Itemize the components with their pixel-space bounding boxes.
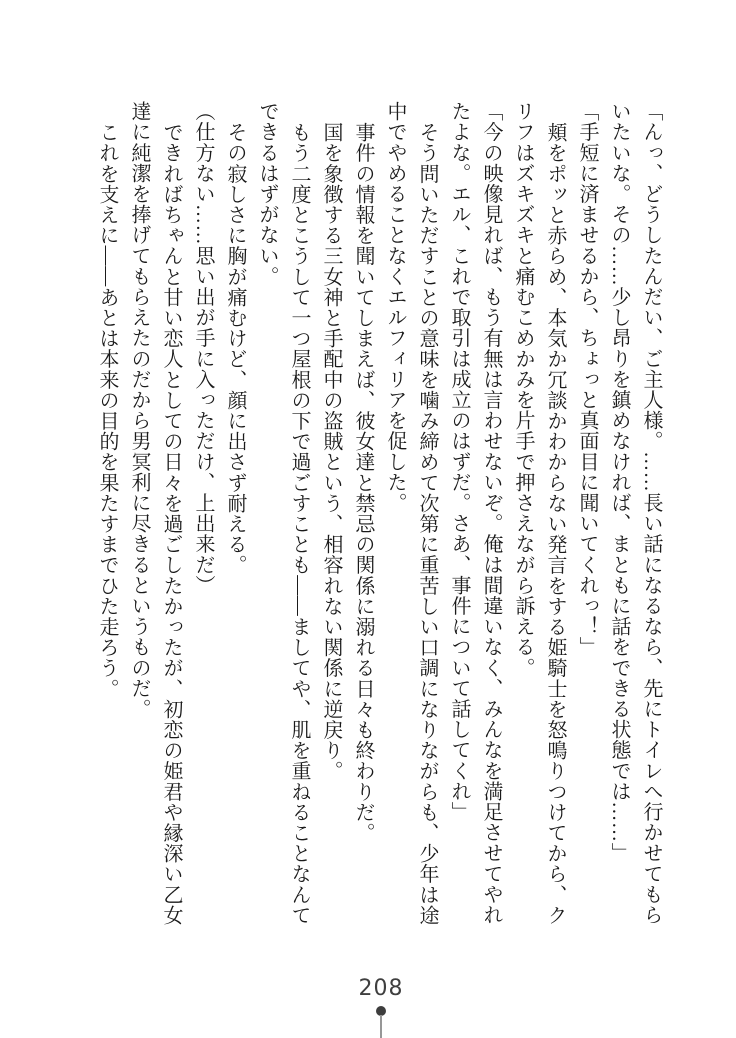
text-line: 国を象徴する三女神と手配中の盗賊という、相容れない関係に逆戻り。 [320, 121, 342, 781]
footer-line [380, 1015, 382, 1038]
text-line: リフはズキズキと痛むこめかみを片手で押さえながら訴える。 [512, 101, 534, 678]
text-block [91, 101, 667, 927]
text-line: その寂しさに胸が痛むけど、顔に出さず耐える。 [224, 121, 246, 575]
text-line: これを支えに――あとは本来の目的を果たすまでひた走ろう。 [96, 121, 118, 699]
text-line: いたいな。その……少し昂りを鎮めなければ、まともに話をできる状態では……」 [608, 101, 630, 864]
text-line: 「んっ、どうしたんだい、ご主人様。……長い話になるなら、先にトイレへ行かせてもら [640, 101, 662, 925]
text-line: 達に純潔を捧げてもらえたのだから男冥利に尽きるというものだ。 [128, 101, 150, 719]
text-line: 「今の映像見れば、もう有無は言わせないぞ。俺は間違いなく、みんなを満足させてやれ [480, 101, 502, 925]
text-line: できればちゃんと甘い恋人としての日々を過ごしたかったが、初恋の姫君や縁深い乙女 [160, 121, 182, 925]
page-number: 208 [358, 976, 404, 1001]
text-line: 事件の情報を聞いてしまえば、彼女達と禁忌の関係に溺れる日々も終わりだ。 [352, 121, 374, 843]
text-line: できるはずがない。 [256, 101, 278, 287]
text-line: もう二度とこうして一つ屋根の下で過ごすことも――ましてや、肌を重ねることなんて [288, 121, 310, 925]
text-line: （仕方ない……思い出が手に入っただけ、上出来だ） [192, 101, 214, 596]
text-line: たよな。エル、これで取引は成立のはずだ。さあ、事件について話してくれ」 [448, 101, 470, 822]
text-line: そう問いただすことの意味を噛み締めて次第に重苦しい口調になりながらも、少年は途 [416, 121, 438, 925]
text-line: 「手短に済ませるから、ちょっと真面目に聞いてくれっ！」 [576, 101, 598, 658]
text-line: 中でやめることなくエルフィリアを促した。 [384, 101, 406, 513]
text-line: 頬をポッと赤らめ、本気か冗談かわからない発言をする姫騎士を怒鳴りつけてから、ク [544, 121, 566, 925]
